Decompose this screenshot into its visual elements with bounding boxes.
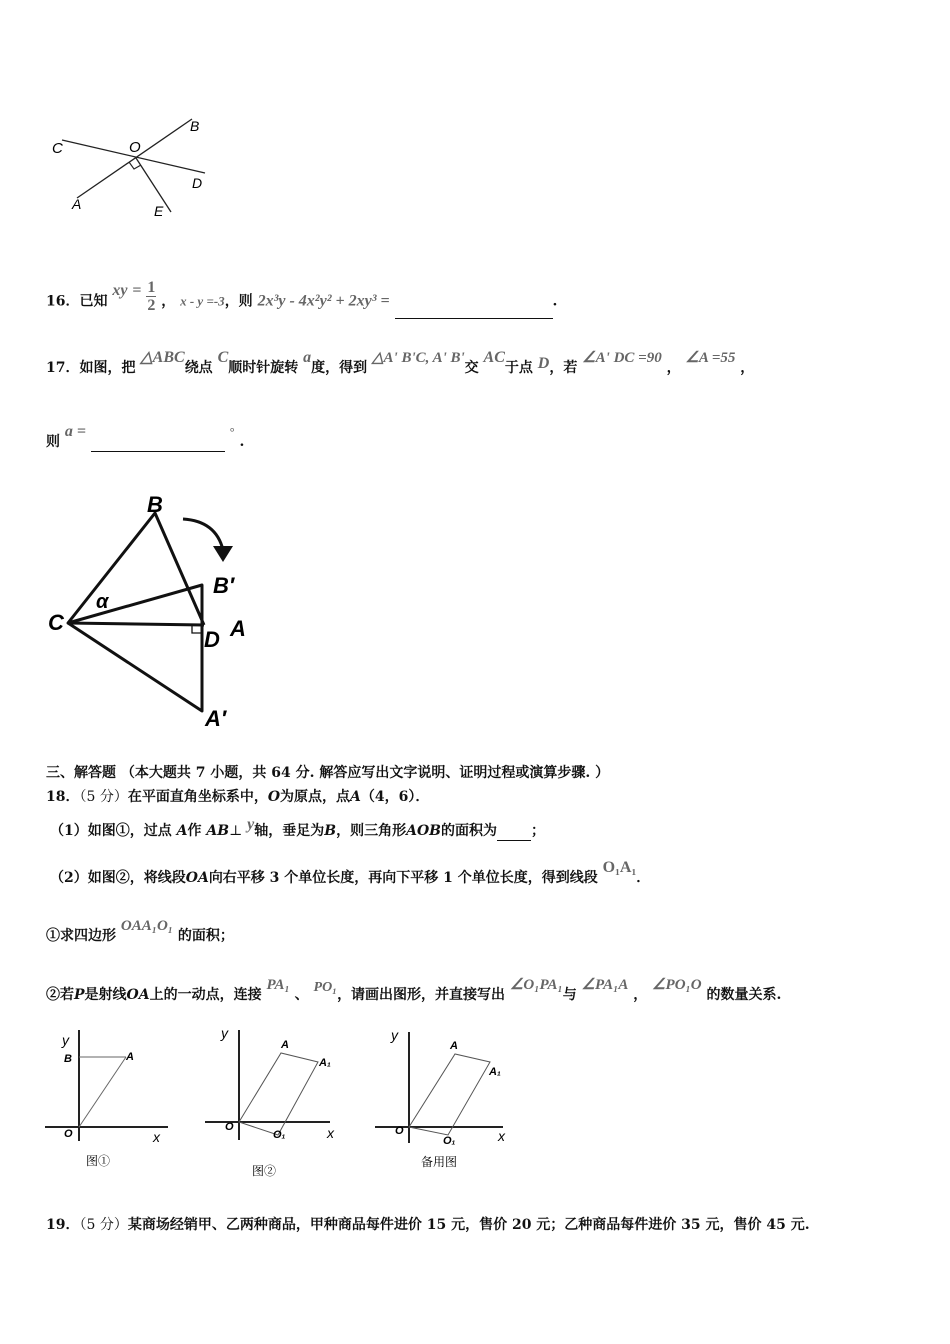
answer-blank-17[interactable]: [91, 433, 225, 452]
axis-x-label: x: [327, 1125, 334, 1141]
axis-y-label: y: [391, 1027, 398, 1043]
label-b-prime: B′: [213, 573, 235, 598]
figure-rotated-triangle: [40, 490, 270, 735]
label-b: B: [147, 492, 163, 517]
question-18-sub-2: ②若P是射线OA上的一动点，连接 PA₁ 、 PO₁，请画出图形，并直接写出 ∠O₁PA₁与 ∠PA₁A ， ∠PO₁O 的数量关系.: [46, 977, 782, 1003]
label-a: A: [72, 196, 82, 212]
line-ab: [77, 119, 192, 198]
segment-oa: [79, 1057, 126, 1127]
rotation-arrow-path: [183, 519, 223, 550]
axis-x-label: x: [498, 1128, 505, 1144]
question-18-sub-1: ①求四边形 OAA₁O₁ 的面积；: [46, 918, 234, 944]
caption-spare: 备用图: [421, 1155, 458, 1169]
question-18-part-1: （1）如图①，过点 A作 AB⊥ y轴，垂足为B，则三角形AOB的面积为 ；: [50, 816, 545, 839]
fraction-one-half: $\frac{1}{2}$: [147, 279, 156, 314]
label-a: A: [450, 1040, 458, 1052]
triangle-abc: [68, 513, 204, 625]
section-3-heading: 三、解答题 （本大题共 7 小题，共 64 分. 解答应写出文字说明、证明过程或演算步骤. ）: [46, 765, 610, 781]
caption-fig-1: 图①: [86, 1154, 111, 1168]
label-d: D: [204, 627, 220, 652]
label-o: O: [225, 1121, 234, 1133]
figure-2: [200, 1020, 350, 1178]
label-a: A: [126, 1051, 134, 1063]
answer-blank-18-1[interactable]: [497, 824, 531, 841]
label-a1: A₁: [489, 1066, 501, 1078]
question-19: 19．（5 分）某商场经销甲、乙两种商品，甲种商品每件进价 15 元，售价 20 元；乙种商品每件进价 35 元，售价 45 元.: [46, 1217, 810, 1233]
axis-y-label: y: [221, 1025, 228, 1041]
arrow-icon: [213, 546, 233, 562]
question-18-part-2: （2）如图②，将线段OA向右平移 3 个单位长度，再向下平移 1 个单位长度，得到线段 O₁A₁．: [50, 859, 651, 886]
question-17: 17．如图，把 △ABC绕点 C顺时针旋转 a度，得到 △A' B'C, A' B'交 AC于点 D，若 ∠A' DC =90 ， ∠A =55 ，: [46, 349, 755, 376]
figure-1: [40, 1020, 190, 1175]
question-16: 16．已知 xy = $\frac{1}{2}$ ， x - y =-3，则 2x³y - 4x²y² + 2xy³ = .: [46, 284, 557, 319]
label-o: O: [64, 1128, 73, 1140]
label-o1: O₁: [443, 1135, 456, 1147]
figure-spare: [370, 1020, 520, 1170]
label-o: O: [129, 139, 141, 156]
label-o: O: [395, 1125, 404, 1137]
triangle-a1b1c: [68, 585, 202, 711]
label-a: A: [230, 616, 246, 641]
label-c: C: [48, 610, 64, 635]
caption-fig-2: 图②: [252, 1164, 277, 1178]
answer-blank-16[interactable]: [395, 300, 553, 319]
question-17-answer: 则 a = ° .: [46, 423, 245, 450]
axis-x-label: x: [153, 1129, 160, 1145]
parallelogram-oaa1o1: [409, 1054, 490, 1135]
label-a: A: [281, 1039, 289, 1051]
figure-intersecting-lines: [40, 110, 230, 225]
axis-y-label: y: [62, 1032, 69, 1048]
label-b: B: [64, 1053, 72, 1065]
label-a-prime: A′: [205, 706, 227, 731]
label-b: B: [190, 118, 200, 134]
label-c: C: [52, 140, 63, 157]
label-e: E: [154, 203, 164, 219]
question-18: 18．（5 分）在平面直角坐标系中，O为原点，点A（4，6）．: [46, 789, 430, 805]
label-a1: A₁: [319, 1057, 331, 1069]
label-o1: O₁: [273, 1129, 286, 1141]
label-alpha: α: [96, 591, 109, 613]
label-d: D: [192, 175, 203, 191]
